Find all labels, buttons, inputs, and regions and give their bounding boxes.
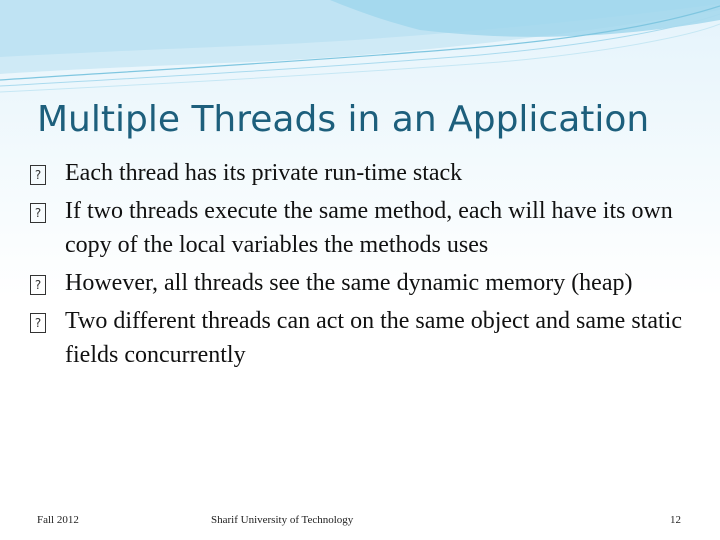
bullet-marker-icon: ? xyxy=(30,165,46,185)
slide-title: Multiple Threads in an Application xyxy=(37,99,650,140)
bullet-text: Each thread has its private run-time stack xyxy=(65,160,463,186)
bullet-list xyxy=(30,156,698,376)
bullet-marker-icon: ? xyxy=(30,203,46,223)
bullet-item xyxy=(30,194,698,262)
footer-date: Fall 2012 xyxy=(37,514,79,526)
footer-organization: Sharif University of Technology xyxy=(211,514,354,526)
bullet-marker-icon: ? xyxy=(30,313,46,333)
bullet-item xyxy=(30,156,698,190)
footer-page-number: 12 xyxy=(670,514,681,526)
bullet-item xyxy=(30,304,698,372)
bullet-text: Two different threads can act on the same object and same static fields concurrently xyxy=(65,308,682,368)
bullet-item xyxy=(30,266,698,300)
bullet-text: However, all threads see the same dynamic memory (heap) xyxy=(65,270,633,296)
bullet-marker-icon: ? xyxy=(30,275,46,295)
bullet-text: If two threads execute the same method, each will have its own copy of the local variables the methods uses xyxy=(65,198,673,258)
